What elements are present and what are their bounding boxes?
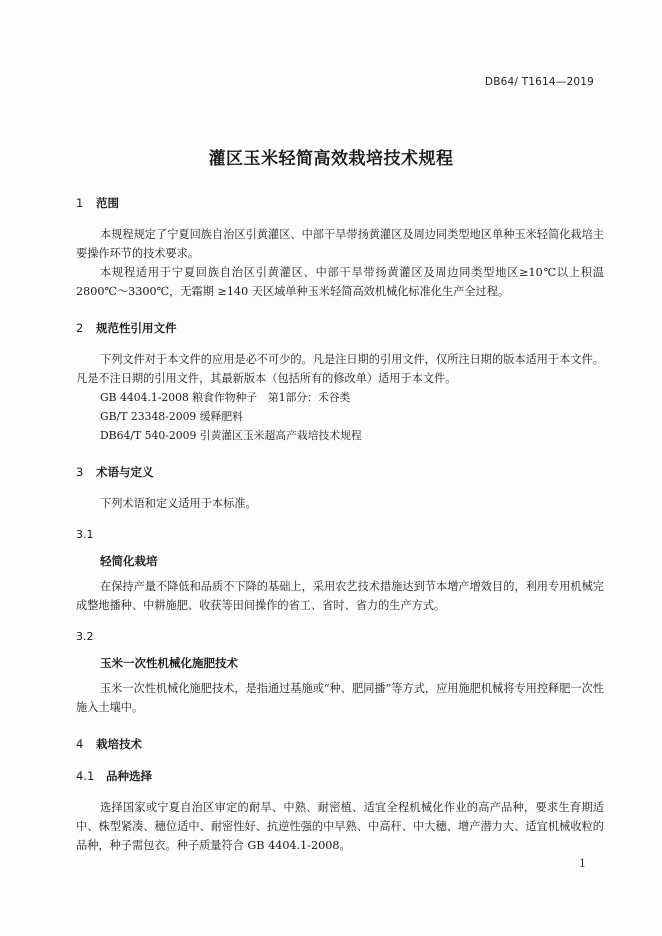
subsection-number: 4.1 xyxy=(76,769,95,783)
term-title: 玉米一次性机械化施肥技术 xyxy=(100,656,238,670)
section-3-heading xyxy=(76,462,604,482)
section-title: 规范性引用文件 xyxy=(96,321,177,335)
section-title: 术语与定义 xyxy=(96,465,154,479)
section-2-heading xyxy=(76,318,604,338)
document-code: DB64/ T1614—2019 xyxy=(484,76,594,88)
reference-item: GB/T 23348-2009 缓释肥料 xyxy=(100,410,243,423)
document-body xyxy=(76,193,604,855)
section-title: 范围 xyxy=(96,196,119,210)
paragraph: 下列术语和定义适用于本标准。 xyxy=(100,497,257,510)
document-title: 灌区玉米轻简高效栽培技术规程 xyxy=(208,149,454,169)
paragraph: 本规程规定了宁夏回族自治区引黄灌区、中部干旱带扬黄灌区及周边同类型地区单种玉米轻简化栽培主要操作环节的技术要求。 xyxy=(76,228,604,260)
page-number: 1 xyxy=(579,857,586,870)
term-number: 3.2 xyxy=(76,630,94,643)
term-title: 轻简化栽培 xyxy=(100,554,158,568)
paragraph: 本规程适用于宁夏回族自治区引黄灌区、中部干旱带扬黄灌区及周边同类型地区≥10℃以上积温2800℃～3300℃，无霜期 ≥140 天区域单种玉米轻简高效机械化标准化生产全过程。 xyxy=(76,266,604,298)
section-title: 栽培技术 xyxy=(96,737,142,751)
term-definition: 玉米一次性机械化施肥技术，是指通过基施或“种、肥同播”等方式，应用施肥机械将专用控释肥一次性施入土壤中。 xyxy=(76,682,604,714)
section-number: 1 xyxy=(76,196,84,210)
reference-item: GB 4404.1-2008 粮食作物种子 第1部分：禾谷类 xyxy=(100,391,351,404)
section-number: 3 xyxy=(76,465,84,479)
subsection-4-1-heading xyxy=(76,766,604,786)
subsection-title: 品种选择 xyxy=(106,769,152,783)
paragraph: 下列文件对于本文件的应用是必不可少的。凡是注日期的引用文件，仅所注日期的版本适用于本文件。凡是不注日期的引用文件，其最新版本（包括所有的修改单）适用于本文件。 xyxy=(76,353,604,385)
section-1-heading xyxy=(76,193,604,213)
section-number: 4 xyxy=(76,737,84,751)
reference-item: DB64/T 540-2009 引黄灌区玉米超高产栽培技术规程 xyxy=(100,429,362,442)
section-4-heading xyxy=(76,734,604,754)
term-number: 3.1 xyxy=(76,528,94,541)
term-definition: 在保持产量不降低和品质不下降的基础上，采用农艺技术措施达到节本增产增效目的，利用专用机械完成整地播种、中耕施肥、收获等田间操作的省工、省时、省力的生产方式。 xyxy=(76,580,604,612)
paragraph: 选择国家或宁夏自治区审定的耐旱、中熟、耐密植、适宜全程机械化作业的高产品种，要求生育期适中、株型紧凑、穗位适中、耐密性好、抗逆性强的中早熟、中高秆、中大穗、增产潜力大、适宜机械收粒的品种，种子需包衣。种子质量符合 GB 4404.1-2008。 xyxy=(76,801,604,852)
section-number: 2 xyxy=(76,321,84,335)
